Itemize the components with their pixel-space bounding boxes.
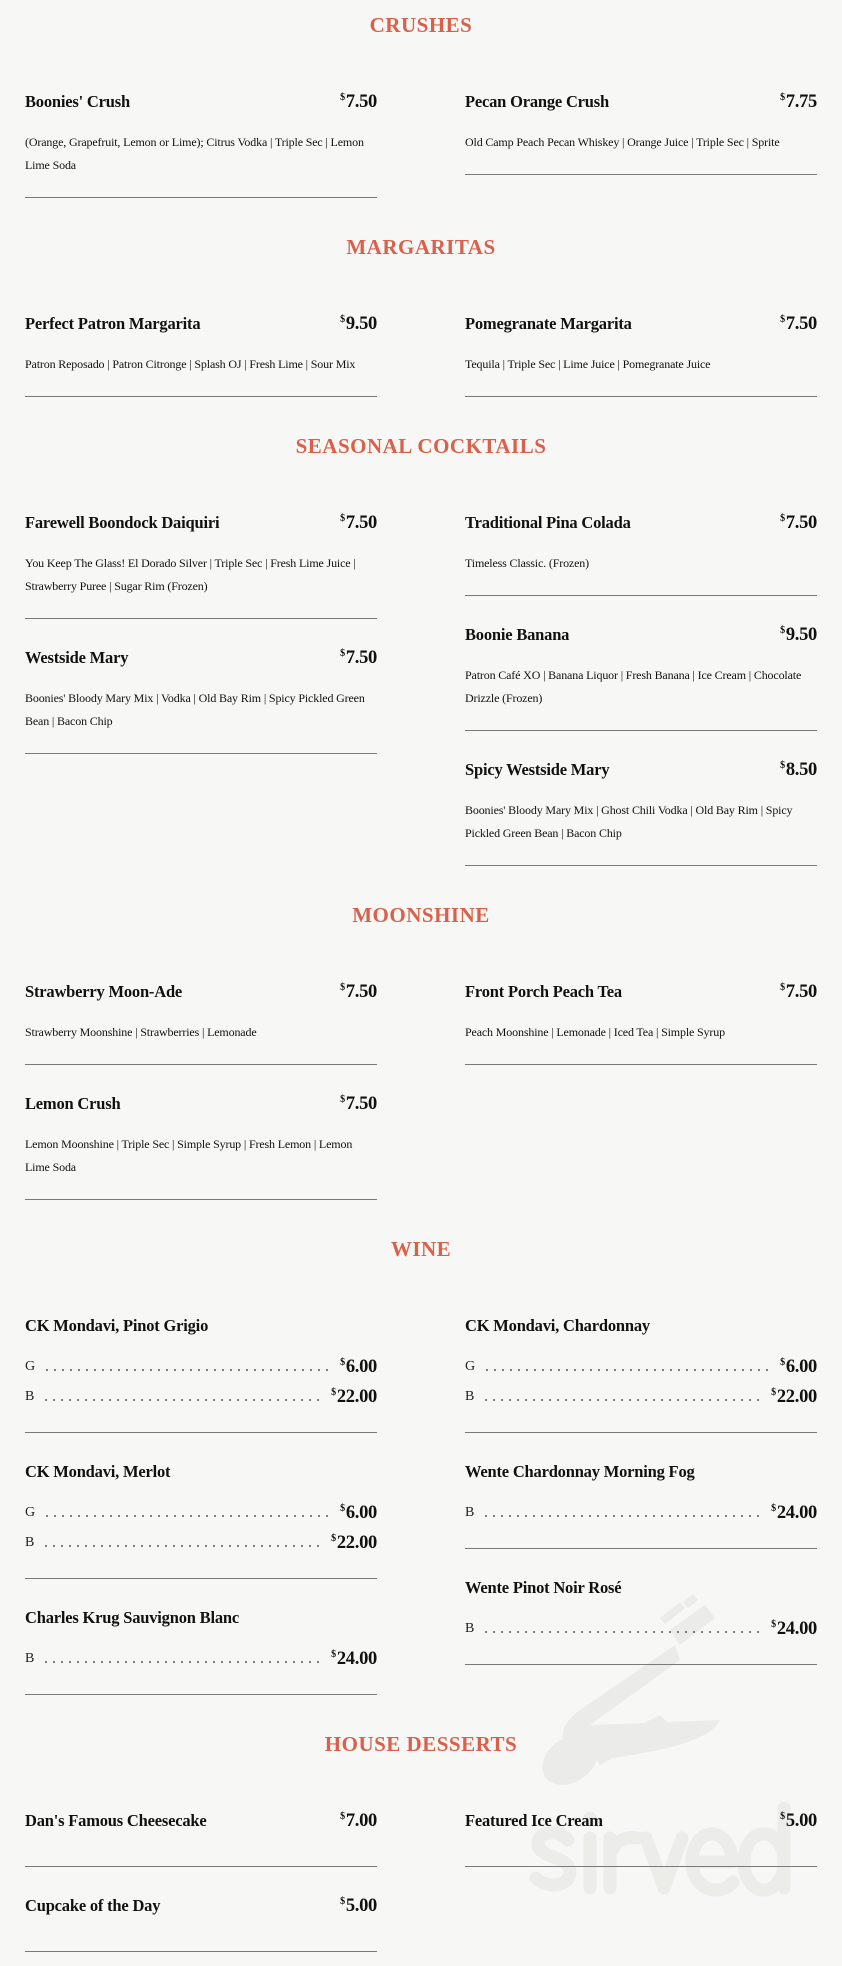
wine-price [771, 1503, 817, 1524]
item-header [465, 1573, 817, 1603]
section-title: MOONSHINE [352, 903, 490, 927]
currency-symbol: $ [771, 1502, 776, 1514]
menu-item[interactable] [25, 619, 377, 754]
item-price [340, 1094, 377, 1115]
price-value: 24.00 [776, 1502, 817, 1523]
menu-item[interactable] [465, 63, 817, 175]
currency-symbol: $ [340, 512, 345, 524]
item-header [25, 643, 377, 673]
section-columns [25, 484, 817, 866]
item-description: Boonies' Bloody Mary Mix | Ghost Chili Vodka | Old Bay Rim | Spicy Pickled Green Bean | Bacon Chip [465, 803, 793, 840]
item-name: Boonie Banana [465, 625, 570, 644]
currency-symbol: $ [780, 981, 785, 993]
item-header [25, 1806, 377, 1836]
item-description: Boonies' Bloody Mary Mix | Vodka | Old Bay Rim | Spicy Pickled Green Bean | Bacon Chip [25, 691, 365, 728]
item-header [465, 1311, 817, 1341]
section-columns [25, 1287, 817, 1695]
item-description: Old Camp Peach Pecan Whiskey | Orange Juice | Triple Sec | Sprite [465, 135, 780, 149]
menu-item[interactable] [465, 484, 817, 596]
menu-section [25, 1729, 817, 1952]
right-column [465, 484, 817, 866]
menu-item[interactable] [25, 1867, 377, 1952]
menu-section [25, 431, 817, 866]
item-header [25, 1603, 377, 1633]
section-columns [25, 63, 817, 198]
menu-item[interactable] [25, 484, 377, 619]
price-value: 7.50 [345, 512, 377, 533]
wine-price-list [25, 1352, 377, 1412]
item-name: Spicy Westside Mary [465, 760, 610, 779]
item-name: Strawberry Moon-Ade [25, 982, 183, 1001]
item-name: Wente Pinot Noir Rosé [465, 1578, 622, 1597]
item-description: Timeless Classic. (Frozen) [465, 556, 589, 570]
wine-price-row [25, 1352, 377, 1382]
item-header [25, 977, 377, 1007]
menu-item[interactable] [25, 285, 377, 397]
item-header [465, 620, 817, 650]
wine-price-row [25, 1382, 377, 1412]
serving-size-label: B [465, 1621, 475, 1636]
item-price [780, 92, 817, 113]
dot-leader [482, 1514, 763, 1518]
menu-item[interactable] [465, 953, 817, 1065]
item-name: Pecan Orange Crush [465, 92, 609, 111]
wine-price-list [465, 1352, 817, 1412]
item-name: Farewell Boondock Daiquiri [25, 513, 220, 532]
wine-price-row [465, 1498, 817, 1528]
wine-price [780, 1357, 817, 1378]
wine-price-row [25, 1498, 377, 1528]
item-name: Lemon Crush [25, 1094, 121, 1113]
dot-leader [42, 1544, 323, 1548]
price-value: 7.50 [345, 1093, 377, 1114]
currency-symbol: $ [780, 91, 785, 103]
dot-leader [43, 1368, 332, 1372]
price-value: 9.50 [345, 313, 377, 334]
section-columns [25, 1782, 817, 1952]
price-value: 6.00 [345, 1356, 377, 1377]
menu-section [25, 232, 817, 397]
currency-symbol: $ [340, 1093, 345, 1105]
serving-size-label: B [465, 1505, 475, 1520]
serving-size-label: B [25, 1389, 35, 1404]
item-price [780, 513, 817, 534]
price-value: 5.00 [345, 1895, 377, 1916]
wine-price [331, 1533, 377, 1554]
item-header [465, 977, 817, 1007]
item-name: Wente Chardonnay Morning Fog [465, 1462, 695, 1481]
currency-symbol: $ [331, 1386, 336, 1398]
item-header [25, 1457, 377, 1487]
currency-symbol: $ [331, 1532, 336, 1544]
currency-symbol: $ [771, 1386, 776, 1398]
section-title: WINE [390, 1237, 452, 1261]
menu-item[interactable] [465, 1287, 817, 1433]
item-header [25, 508, 377, 538]
item-header [25, 1311, 377, 1341]
item-header [465, 87, 817, 117]
item-header [25, 87, 377, 117]
wine-price [340, 1357, 377, 1378]
wine-price-list [25, 1644, 377, 1674]
item-name: Westside Mary [25, 648, 129, 667]
currency-symbol: $ [780, 512, 785, 524]
menu-item[interactable] [25, 1065, 377, 1200]
wine-price [340, 1503, 377, 1524]
price-value: 5.00 [785, 1810, 817, 1831]
right-column [465, 63, 817, 198]
currency-symbol: $ [780, 624, 785, 636]
item-name: Perfect Patron Margarita [25, 314, 201, 333]
price-value: 24.00 [776, 1618, 817, 1639]
currency-symbol: $ [340, 1895, 345, 1907]
item-name: Charles Krug Sauvignon Blanc [25, 1608, 239, 1627]
price-value: 6.00 [785, 1356, 817, 1377]
menu-item[interactable] [25, 1782, 377, 1867]
menu-item[interactable] [465, 1433, 817, 1549]
wine-price-row [25, 1644, 377, 1674]
currency-symbol: $ [780, 313, 785, 325]
item-description: Patron Café XO | Banana Liquor | Fresh Banana | Ice Cream | Chocolate Drizzle (Frozen) [465, 668, 802, 705]
menu-item[interactable] [465, 1549, 817, 1665]
item-price [780, 982, 817, 1003]
item-description: You Keep The Glass! El Dorado Silver | Triple Sec | Fresh Lime Juice | Strawberry Puree | Sugar Rim (Frozen) [25, 556, 356, 593]
item-name: Dan's Famous Cheesecake [25, 1811, 207, 1830]
item-name: CK Mondavi, Pinot Grigio [25, 1316, 209, 1335]
item-name: Featured Ice Cream [465, 1811, 603, 1830]
menu-item[interactable] [465, 1782, 817, 1867]
item-header [25, 309, 377, 339]
right-column [465, 285, 817, 397]
menu-section [25, 1234, 817, 1695]
item-price [340, 513, 377, 534]
item-price [340, 982, 377, 1003]
item-price [340, 648, 377, 669]
section-columns [25, 953, 817, 1200]
item-header [465, 755, 817, 785]
currency-symbol: $ [340, 1502, 345, 1514]
price-value: 7.50 [785, 313, 817, 334]
item-price [340, 1811, 377, 1832]
menu-item[interactable] [25, 1433, 377, 1579]
serving-size-label: G [25, 1505, 36, 1520]
wine-price [771, 1619, 817, 1640]
left-column [25, 1782, 377, 1952]
price-value: 6.00 [345, 1502, 377, 1523]
serving-size-label: B [25, 1535, 35, 1550]
currency-symbol: $ [771, 1618, 776, 1630]
price-value: 22.00 [336, 1386, 377, 1407]
left-column [25, 63, 377, 198]
item-price [340, 92, 377, 113]
wine-price [331, 1387, 377, 1408]
section-title: HOUSE DESSERTS [324, 1732, 518, 1756]
currency-symbol: $ [780, 1356, 785, 1368]
currency-symbol: $ [340, 981, 345, 993]
item-description: Peach Moonshine | Lemonade | Iced Tea | Simple Syrup [465, 1025, 725, 1039]
currency-symbol: $ [340, 1356, 345, 1368]
currency-symbol: $ [340, 1810, 345, 1822]
item-price [780, 625, 817, 646]
item-price [340, 314, 377, 335]
item-header [465, 309, 817, 339]
right-column [465, 953, 817, 1200]
section-title: SEASONAL COCKTAILS [295, 434, 547, 458]
wine-price-row [465, 1614, 817, 1644]
price-value: 7.50 [345, 91, 377, 112]
price-value: 7.00 [345, 1810, 377, 1831]
item-price [340, 1896, 377, 1917]
item-description: Patron Reposado | Patron Citronge | Splash OJ | Fresh Lime | Sour Mix [25, 357, 356, 371]
item-description: (Orange, Grapefruit, Lemon or Lime); Citrus Vodka | Triple Sec | Lemon Lime Soda [25, 135, 364, 172]
menu-item[interactable] [25, 1287, 377, 1433]
item-description: Lemon Moonshine | Triple Sec | Simple Syrup | Fresh Lemon | Lemon Lime Soda [25, 1137, 353, 1174]
dot-leader [43, 1514, 332, 1518]
item-price [780, 1811, 817, 1832]
menu-item[interactable] [465, 596, 817, 731]
left-column [25, 953, 377, 1200]
dot-leader [482, 1630, 763, 1634]
price-value: 7.50 [785, 981, 817, 1002]
dot-leader [482, 1398, 763, 1402]
wine-price-list [25, 1498, 377, 1558]
currency-symbol: $ [340, 313, 345, 325]
item-description: Tequila | Triple Sec | Lime Juice | Pomegranate Juice [465, 357, 711, 371]
left-column [25, 484, 377, 866]
price-value: 22.00 [336, 1532, 377, 1553]
price-value: 7.50 [345, 981, 377, 1002]
left-column [25, 1287, 377, 1695]
right-column [465, 1287, 817, 1695]
right-column [465, 1782, 817, 1952]
price-value: 22.00 [776, 1386, 817, 1407]
item-header [465, 508, 817, 538]
item-header [25, 1089, 377, 1119]
menu-section [25, 10, 817, 198]
dot-leader [483, 1368, 772, 1372]
section-title: CRUSHES [369, 13, 473, 37]
price-value: 7.50 [785, 512, 817, 533]
section-title: MARGARITAS [346, 235, 496, 259]
price-value: 7.50 [345, 647, 377, 668]
serving-size-label: G [465, 1359, 476, 1374]
wine-price-row [25, 1528, 377, 1558]
currency-symbol: $ [340, 91, 345, 103]
wine-price-row [465, 1352, 817, 1382]
currency-symbol: $ [331, 1648, 336, 1660]
menu-page [0, 10, 842, 1952]
wine-price-list [465, 1498, 817, 1528]
price-value: 9.50 [785, 624, 817, 645]
wine-price [331, 1649, 377, 1670]
serving-size-label: B [465, 1389, 475, 1404]
price-value: 7.75 [785, 91, 817, 112]
serving-size-label: G [25, 1359, 36, 1374]
dot-leader [42, 1398, 323, 1402]
item-header [465, 1457, 817, 1487]
item-name: Cupcake of the Day [25, 1896, 161, 1915]
item-header [465, 1806, 817, 1836]
menu-section [25, 900, 817, 1200]
menu-item[interactable] [465, 285, 817, 397]
item-name: Traditional Pina Colada [465, 513, 631, 532]
item-description: Strawberry Moonshine | Strawberries | Lemonade [25, 1025, 257, 1039]
wine-price-list [465, 1614, 817, 1644]
item-name: Front Porch Peach Tea [465, 982, 622, 1001]
currency-symbol: $ [340, 647, 345, 659]
section-columns [25, 285, 817, 397]
serving-size-label: B [25, 1651, 35, 1666]
dot-leader [42, 1660, 323, 1664]
item-price [780, 760, 817, 781]
item-name: CK Mondavi, Merlot [25, 1462, 171, 1481]
price-value: 24.00 [336, 1648, 377, 1669]
wine-price-row [465, 1382, 817, 1412]
menu-item[interactable] [25, 953, 377, 1065]
item-price [780, 314, 817, 335]
menu-item[interactable] [25, 1579, 377, 1695]
currency-symbol: $ [780, 1810, 785, 1822]
item-header [25, 1891, 377, 1921]
item-name: Boonies' Crush [25, 92, 130, 111]
left-column [25, 285, 377, 397]
menu-item[interactable] [25, 63, 377, 198]
item-name: Pomegranate Margarita [465, 314, 632, 333]
item-name: CK Mondavi, Chardonnay [465, 1316, 650, 1335]
price-value: 8.50 [785, 759, 817, 780]
wine-price [771, 1387, 817, 1408]
menu-item[interactable] [465, 731, 817, 866]
currency-symbol: $ [780, 759, 785, 771]
